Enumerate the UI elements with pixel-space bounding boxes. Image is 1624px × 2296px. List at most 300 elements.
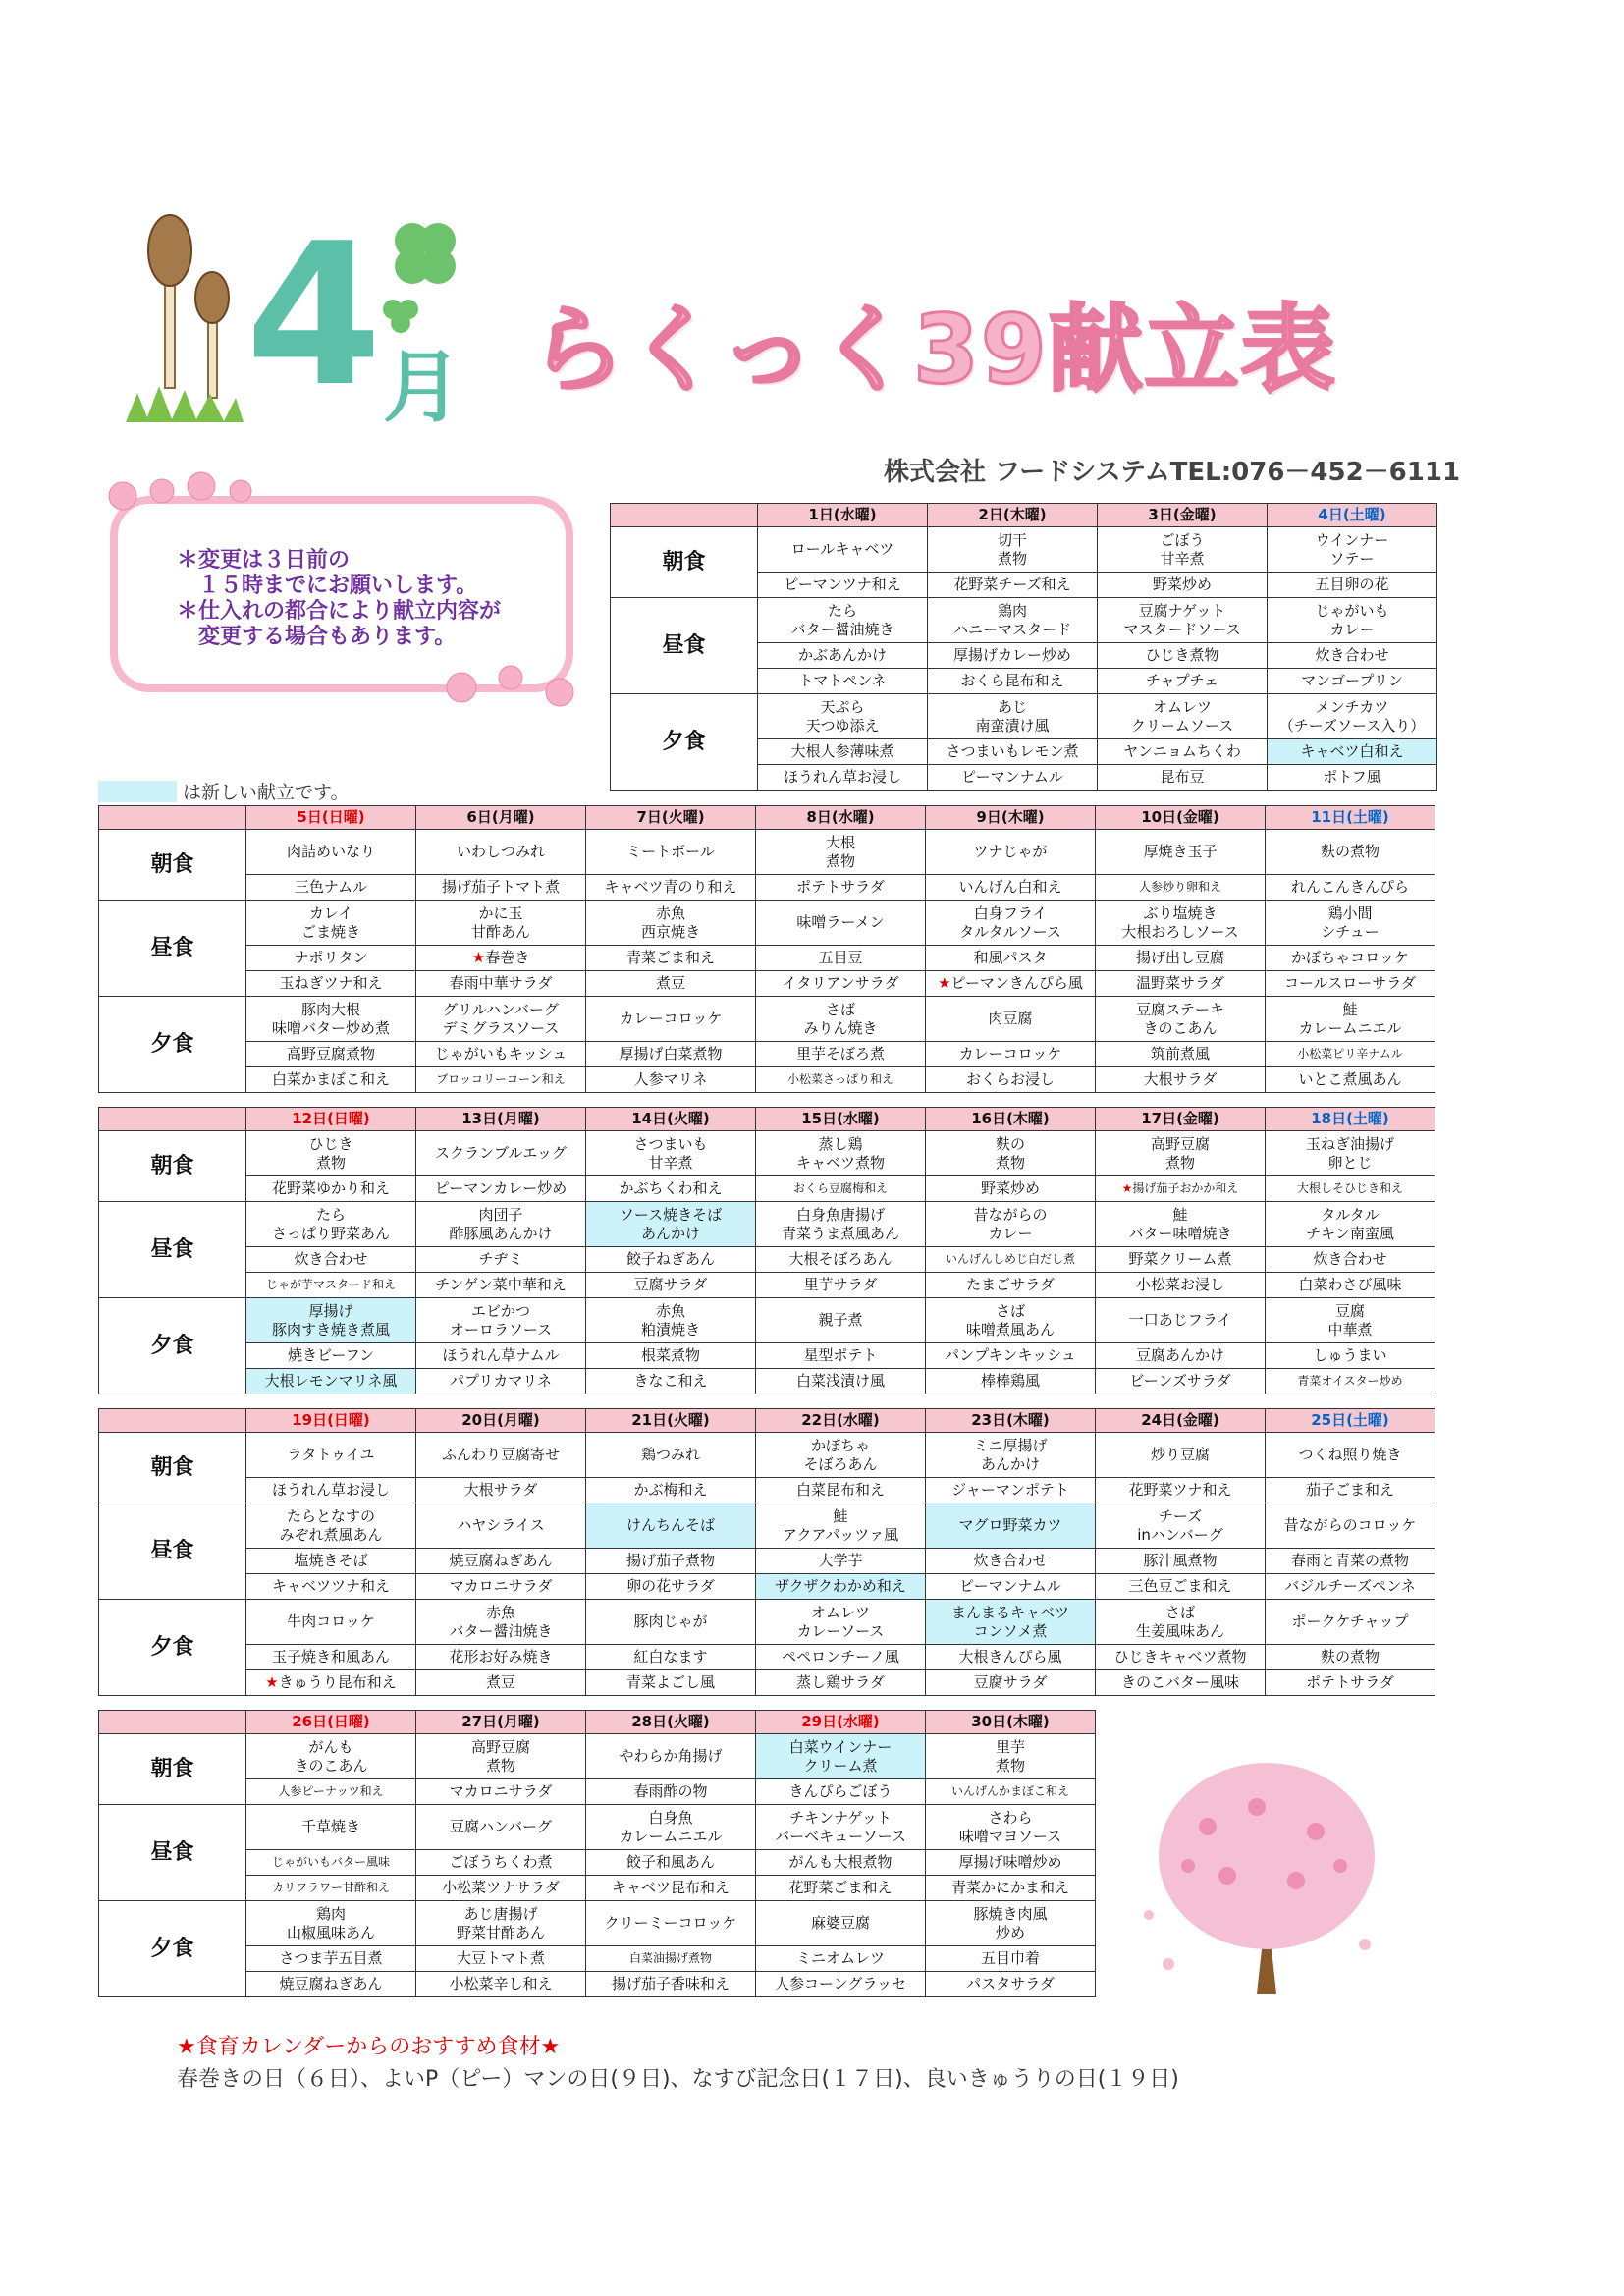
menu-item: ひじき 煮物 <box>246 1131 416 1176</box>
menu-item: 豚肉大根 味噌バター炒め煮 <box>246 997 416 1042</box>
menu-item: ★きゅうり昆布和え <box>246 1670 416 1696</box>
menu-item: 煮豆 <box>416 1670 586 1696</box>
menu-item: 白身魚唐揚げ 青菜うま煮風あん <box>756 1202 926 1247</box>
menu-item: さば みりん焼き <box>756 997 926 1042</box>
menu-item: 春雨と青菜の煮物 <box>1266 1549 1435 1574</box>
day-header: 9日(木曜) <box>926 806 1096 830</box>
day-header: 21日(火曜) <box>586 1409 756 1433</box>
menu-item: れんこんきんぴら <box>1266 875 1435 901</box>
menu-item: 餃子和風あん <box>586 1850 756 1876</box>
menu-item: 揚げ茄子煮物 <box>586 1549 756 1574</box>
menu-item: おくらお浸し <box>926 1067 1096 1093</box>
menu-item: ほうれん草お浸し <box>246 1478 416 1503</box>
menu-item: 厚揚げ 豚肉すき焼き煮風 <box>246 1298 416 1343</box>
footer <box>177 2031 1179 2096</box>
menu-item: たら バター醤油焼き <box>758 598 928 643</box>
menu-item: 五目卵の花 <box>1268 573 1437 598</box>
menu-item: 大根人参薄味煮 <box>758 739 928 765</box>
menu-item: グリルハンバーグ デミグラスソース <box>416 997 586 1042</box>
page-title: らくっく39献立表 <box>530 295 1337 405</box>
menu-item: 厚揚げ白菜煮物 <box>586 1042 756 1067</box>
menu-item: パスタサラダ <box>926 1972 1096 1997</box>
menu-item: 豆腐サラダ <box>586 1273 756 1298</box>
menu-item: パプリカマリネ <box>416 1369 586 1394</box>
day-header: 25日(土曜) <box>1266 1409 1435 1433</box>
menu-item: ほうれん草ナムル <box>416 1343 586 1369</box>
menu-item: エビかつ オーロラソース <box>416 1298 586 1343</box>
menu-item: ビーンズサラダ <box>1096 1369 1266 1394</box>
menu-item: コールスローサラダ <box>1266 971 1435 997</box>
menu-item: いわしつみれ <box>416 830 586 875</box>
day-header: 6日(月曜) <box>416 806 586 830</box>
header-corner <box>99 1409 246 1433</box>
menu-item: さつまいも 甘辛煮 <box>586 1131 756 1176</box>
menu-item: ハヤシライス <box>416 1503 586 1549</box>
day-header: 19日(日曜) <box>246 1409 416 1433</box>
menu-item: ぶり塩焼き 大根おろしソース <box>1096 901 1266 946</box>
menu-item: 温野菜サラダ <box>1096 971 1266 997</box>
menu-item: マンゴープリン <box>1268 669 1437 694</box>
menu-item: 野菜炒め <box>926 1176 1096 1202</box>
day-header: 23日(木曜) <box>926 1409 1096 1433</box>
menu-item: 肉詰めいなり <box>246 830 416 875</box>
menu-item: ウインナー ソテー <box>1268 527 1437 573</box>
menu-item: 白菜ウインナー クリーム煮 <box>756 1734 926 1779</box>
meal-label-dinner: 夕食 <box>99 997 246 1093</box>
menu-item: 根菜煮物 <box>586 1343 756 1369</box>
menu-item: 大学芋 <box>756 1549 926 1574</box>
menu-item: ピーマンナムル <box>928 765 1098 791</box>
menu-item: 赤魚 西京焼き <box>586 901 756 946</box>
menu-item: 焼豆腐ねぎあん <box>416 1549 586 1574</box>
menu-item: 野菜クリーム煮 <box>1096 1247 1266 1273</box>
menu-week-table <box>98 805 1435 1093</box>
menu-item: 大根サラダ <box>416 1478 586 1503</box>
menu-item: しゅうまい <box>1266 1343 1435 1369</box>
menu-item: 大根レモンマリネ風 <box>246 1369 416 1394</box>
menu-item: メンチカツ （チーズソース入り） <box>1268 694 1437 739</box>
menu-item: かぼちゃ そぼろあん <box>756 1433 926 1478</box>
menu-item: 豆腐ナゲット マスタードソース <box>1098 598 1268 643</box>
day-header: 14日(火曜) <box>586 1108 756 1131</box>
menu-item: ふんわり豆腐寄せ <box>416 1433 586 1478</box>
menu-item: じゃがいも カレー <box>1268 598 1437 643</box>
menu-item: 麩の煮物 <box>1266 830 1435 875</box>
notice-text: ＊変更は３日前の １５時までにお願いします。 ＊仕入れの都合により献立内容が 変更する場合もあります。 <box>177 548 502 649</box>
menu-item: いんげんしめじ白だし煮 <box>926 1247 1096 1273</box>
meal-label-dinner: 夕食 <box>99 1298 246 1394</box>
menu-item: カリフラワー甘酢和え <box>246 1876 416 1901</box>
menu-item: 花野菜ごま和え <box>756 1876 926 1901</box>
menu-item: かぶあんかけ <box>758 643 928 669</box>
menu-item: 鶏つみれ <box>586 1433 756 1478</box>
menu-item: 野菜炒め <box>1098 573 1268 598</box>
cherry-blossom-icon <box>93 462 290 530</box>
cherry-blossom-icon <box>422 648 599 727</box>
menu-item: 白菜浅漬け風 <box>756 1369 926 1394</box>
menu-item: 鮭 アクアパッツァ風 <box>756 1503 926 1549</box>
menu-item: ほうれん草お浸し <box>758 765 928 791</box>
menu-item: ピーマンカレー炒め <box>416 1176 586 1202</box>
footer-text: 春巻きの日（６日）、よいP（ピー）マンの日(９日)、なすび記念日(１７日)、良いきゅうりの日(１９日) <box>177 2067 1179 2092</box>
menu-item: 鮭 カレームニエル <box>1266 997 1435 1042</box>
menu-item: 花形お好み焼き <box>416 1645 586 1670</box>
legend-new-swatch <box>98 781 177 802</box>
menu-item: 肉豆腐 <box>926 997 1096 1042</box>
day-header: 3日(金曜) <box>1098 504 1268 527</box>
menu-item: ロールキャベツ <box>758 527 928 573</box>
menu-item: 花野菜ゆかり和え <box>246 1176 416 1202</box>
menu-item: 小松菜ピリ辛ナムル <box>1266 1042 1435 1067</box>
menu-item: 豚肉じゃが <box>586 1600 756 1645</box>
day-header: 7日(火曜) <box>586 806 756 830</box>
menu-item: 五目豆 <box>756 946 926 971</box>
menu-item: 炊き合わせ <box>246 1247 416 1273</box>
day-header: 10日(金曜) <box>1096 806 1266 830</box>
day-header: 16日(木曜) <box>926 1108 1096 1131</box>
menu-item: 焼豆腐ねぎあん <box>246 1972 416 1997</box>
month-number: 4 <box>245 201 383 430</box>
menu-week-table <box>98 1710 1096 1997</box>
menu-item: 花野菜ツナ和え <box>1096 1478 1266 1503</box>
menu-item: イタリアンサラダ <box>756 971 926 997</box>
menu-item: さつまいもレモン煮 <box>928 739 1098 765</box>
menu-item: マグロ野菜カツ <box>926 1503 1096 1549</box>
menu-item: 高野豆腐 煮物 <box>1096 1131 1266 1176</box>
menu-item: おくら豆腐梅和え <box>756 1176 926 1202</box>
menu-item: キャベツ昆布和え <box>586 1876 756 1901</box>
menu-item: ソース焼きそば あんかけ <box>586 1202 756 1247</box>
menu-item: 一口あじフライ <box>1096 1298 1266 1343</box>
menu-item: 豆腐ステーキ きのこあん <box>1096 997 1266 1042</box>
meal-label-dinner: 夕食 <box>611 694 758 791</box>
day-header: 11日(土曜) <box>1266 806 1435 830</box>
menu-item: キャベツ白和え <box>1268 739 1437 765</box>
menu-item: たら さっぱり野菜あん <box>246 1202 416 1247</box>
menu-item: ペペロンチーノ風 <box>756 1645 926 1670</box>
menu-item: 青菜よごし風 <box>586 1670 756 1696</box>
menu-item: 人参炒り卵和え <box>1096 875 1266 901</box>
day-header: 27日(月曜) <box>416 1711 586 1734</box>
menu-item: ひじきキャベツ煮物 <box>1096 1645 1266 1670</box>
menu-item: じゃがいもバター風味 <box>246 1850 416 1876</box>
meal-label-lunch: 昼食 <box>99 1503 246 1600</box>
day-header: 15日(水曜) <box>756 1108 926 1131</box>
menu-item: 青菜ごま和え <box>586 946 756 971</box>
meal-label-breakfast: 朝食 <box>99 830 246 901</box>
menu-item: ★ピーマンきんぴら風 <box>926 971 1096 997</box>
menu-item: じゃが芋マスタード和え <box>246 1273 416 1298</box>
day-header: 8日(水曜) <box>756 806 926 830</box>
menu-item: ピーマンナムル <box>926 1574 1096 1600</box>
meal-label-lunch: 昼食 <box>611 598 758 694</box>
menu-item: 白身魚 カレームニエル <box>586 1805 756 1850</box>
menu-item: オムレツ カレーソース <box>756 1600 926 1645</box>
menu-item: ラタトゥイユ <box>246 1433 416 1478</box>
menu-item: 肉団子 酢豚風あんかけ <box>416 1202 586 1247</box>
clover-illustration <box>373 211 481 339</box>
footer-heading: ★食育カレンダーからのおすすめ食材★ <box>177 2035 561 2059</box>
meal-label-breakfast: 朝食 <box>99 1131 246 1202</box>
menu-item: カレイ ごま焼き <box>246 901 416 946</box>
day-header: 12日(日曜) <box>246 1108 416 1131</box>
menu-item: 青菜かにかま和え <box>926 1876 1096 1901</box>
menu-item: 小松菜辛し和え <box>416 1972 586 1997</box>
menu-item: つくね照り焼き <box>1266 1433 1435 1478</box>
menu-item: 玉子焼き和風あん <box>246 1645 416 1670</box>
menu-item: チャプチェ <box>1098 669 1268 694</box>
menu-item: かぶちくわ和え <box>586 1176 756 1202</box>
menu-item: 餃子ねぎあん <box>586 1247 756 1273</box>
menu-item: 星型ポテト <box>756 1343 926 1369</box>
menu-item: 焼きビーフン <box>246 1343 416 1369</box>
meal-label-breakfast: 朝食 <box>99 1433 246 1503</box>
menu-item: スクランブルエッグ <box>416 1131 586 1176</box>
menu-item: 大根サラダ <box>1096 1067 1266 1093</box>
menu-item: 豆腐 中華煮 <box>1266 1298 1435 1343</box>
menu-item: 千草焼き <box>246 1805 416 1850</box>
menu-item: パンプキンキッシュ <box>926 1343 1096 1369</box>
menu-item: チンゲン菜中華和え <box>416 1273 586 1298</box>
menu-item: 揚げ茄子トマト煮 <box>416 875 586 901</box>
menu-week-table <box>610 503 1437 791</box>
menu-item: 切干 煮物 <box>928 527 1098 573</box>
day-header: 29日(水曜) <box>756 1711 926 1734</box>
menu-week-table <box>98 1107 1435 1394</box>
menu-item: 鶏肉 山椒風味あん <box>246 1901 416 1946</box>
meal-label-lunch: 昼食 <box>99 1202 246 1298</box>
menu-item: いんげん白和え <box>926 875 1096 901</box>
menu-item: 牛肉コロッケ <box>246 1600 416 1645</box>
legend-text: は新しい献立です。 <box>183 782 350 803</box>
menu-item: 白菜わさび風味 <box>1266 1273 1435 1298</box>
menu-item: 大根そぼろあん <box>756 1247 926 1273</box>
day-header: 13日(月曜) <box>416 1108 586 1131</box>
day-header: 26日(日曜) <box>246 1711 416 1734</box>
menu-item: 炊き合わせ <box>926 1549 1096 1574</box>
menu-item: ザクザクわかめ和え <box>756 1574 926 1600</box>
menu-item: タルタル チキン南蛮風 <box>1266 1202 1435 1247</box>
menu-item: 厚揚げ味噌炒め <box>926 1850 1096 1876</box>
menu-item: がんも きのこあん <box>246 1734 416 1779</box>
menu-item: 親子煮 <box>756 1298 926 1343</box>
menu-item: まんまるキャベツ コンソメ煮 <box>926 1600 1096 1645</box>
menu-item: 炒り豆腐 <box>1096 1433 1266 1478</box>
menu-item: 昔ながらのコロッケ <box>1266 1503 1435 1549</box>
day-header: 22日(水曜) <box>756 1409 926 1433</box>
day-header: 28日(火曜) <box>586 1711 756 1734</box>
menu-item: 卵の花サラダ <box>586 1574 756 1600</box>
menu-item: 小松菜お浸し <box>1096 1273 1266 1298</box>
menu-item: 白菜昆布和え <box>756 1478 926 1503</box>
menu-item: 厚焼き玉子 <box>1096 830 1266 875</box>
menu-item: けんちんそば <box>586 1503 756 1549</box>
menu-item: ★春巻き <box>416 946 586 971</box>
menu-item: 昆布豆 <box>1098 765 1268 791</box>
menu-item: 玉ねぎ油揚げ 卵とじ <box>1266 1131 1435 1176</box>
menu-item: 紅白なます <box>586 1645 756 1670</box>
menu-item: ミニ厚揚げ あんかけ <box>926 1433 1096 1478</box>
menu-item: ジャーマンポテト <box>926 1478 1096 1503</box>
menu-item: 豆腐あんかけ <box>1096 1343 1266 1369</box>
menu-item: いんげんかまぼこ和え <box>926 1779 1096 1805</box>
menu-item: あじ 南蛮漬け風 <box>928 694 1098 739</box>
menu-item: 白身フライ タルタルソース <box>926 901 1096 946</box>
menu-item: 人参マリネ <box>586 1067 756 1093</box>
menu-item: ピーマンツナ和え <box>758 573 928 598</box>
menu-item: 白菜油揚げ煮物 <box>586 1946 756 1972</box>
menu-item: さわら 味噌マヨソース <box>926 1805 1096 1850</box>
menu-item: 里芋 煮物 <box>926 1734 1096 1779</box>
meal-label-breakfast: 朝食 <box>99 1734 246 1805</box>
day-header: 17日(金曜) <box>1096 1108 1266 1131</box>
day-header: 2日(木曜) <box>928 504 1098 527</box>
menu-item: ツナじゃが <box>926 830 1096 875</box>
menu-item: 豆腐ハンバーグ <box>416 1805 586 1850</box>
menu-item: がんも大根煮物 <box>756 1850 926 1876</box>
menu-item: ポテトサラダ <box>756 875 926 901</box>
menu-item: 蒸し鶏サラダ <box>756 1670 926 1696</box>
menu-item: キャベツ青のり和え <box>586 875 756 901</box>
menu-item: ヤンニョムちくわ <box>1098 739 1268 765</box>
menu-item: キャベツツナ和え <box>246 1574 416 1600</box>
menu-item: チヂミ <box>416 1247 586 1273</box>
menu-item: カレーコロッケ <box>926 1042 1096 1067</box>
menu-item: ひじき煮物 <box>1098 643 1268 669</box>
menu-item: さば 生姜風味あん <box>1096 1600 1266 1645</box>
menu-item: トマトペンネ <box>758 669 928 694</box>
menu-item: たらとなすの みぞれ煮風あん <box>246 1503 416 1549</box>
menu-item: かぶ梅和え <box>586 1478 756 1503</box>
menu-item: チキンナゲット バーベキューソース <box>756 1805 926 1850</box>
menu-item: ★揚げ茄子おかか和え <box>1096 1176 1266 1202</box>
menu-item: きんぴらごぼう <box>756 1779 926 1805</box>
menu-item: 和風パスタ <box>926 946 1096 971</box>
menu-item: 麩の煮物 <box>1266 1645 1435 1670</box>
menu-item: たまごサラダ <box>926 1273 1096 1298</box>
menu-item: チーズ inハンバーグ <box>1096 1503 1266 1549</box>
menu-item: ミートボール <box>586 830 756 875</box>
meal-label-lunch: 昼食 <box>99 901 246 997</box>
menu-item: あじ唐揚げ 野菜甘酢あん <box>416 1901 586 1946</box>
menu-item: 高野豆腐煮物 <box>246 1042 416 1067</box>
menu-item: ブロッコリーコーン和え <box>416 1067 586 1093</box>
menu-item: 味噌ラーメン <box>756 901 926 946</box>
mushroom-illustration <box>118 211 245 427</box>
menu-item: 塩焼きそば <box>246 1549 416 1574</box>
day-header: 20日(月曜) <box>416 1409 586 1433</box>
menu-week-table <box>98 1408 1435 1696</box>
day-header: 18日(土曜) <box>1266 1108 1435 1131</box>
menu-item: 三色豆ごま和え <box>1096 1574 1266 1600</box>
menu-item: マカロニサラダ <box>416 1779 586 1805</box>
menu-item: 里芋そぼろ煮 <box>756 1042 926 1067</box>
menu-item: 揚げ茄子香味和え <box>586 1972 756 1997</box>
menu-item: 三色ナムル <box>246 875 416 901</box>
menu-item: 鶏肉 ハニーマスタード <box>928 598 1098 643</box>
menu-item: 炊き合わせ <box>1268 643 1437 669</box>
menu-item: 花野菜チーズ和え <box>928 573 1098 598</box>
menu-item: 大根きんぴら風 <box>926 1645 1096 1670</box>
month-kanji: 月 <box>383 342 461 433</box>
menu-item: クリーミーコロッケ <box>586 1901 756 1946</box>
company-info: 株式会社 フードシステムTEL:076－452－6111 <box>884 458 1461 487</box>
menu-item: きなこ和え <box>586 1369 756 1394</box>
menu-item: 小松菜ツナサラダ <box>416 1876 586 1901</box>
menu-item: ごぼうちくわ煮 <box>416 1850 586 1876</box>
menu-item: いとこ煮風あん <box>1266 1067 1435 1093</box>
menu-item: 大根しそひじき和え <box>1266 1176 1435 1202</box>
menu-item: 大根 煮物 <box>756 830 926 875</box>
meal-label-breakfast: 朝食 <box>611 527 758 598</box>
menu-item: 蒸し鶏 キャベツ煮物 <box>756 1131 926 1176</box>
day-header: 4日(土曜) <box>1268 504 1437 527</box>
menu-item: 高野豆腐 煮物 <box>416 1734 586 1779</box>
menu-item: 鶏小間 シチュー <box>1266 901 1435 946</box>
menu-item: 鮭 バター味噌焼き <box>1096 1202 1266 1247</box>
legend <box>98 778 349 804</box>
menu-item: 麻婆豆腐 <box>756 1901 926 1946</box>
menu-item: ごぼう 甘辛煮 <box>1098 527 1268 573</box>
menu-item: 茄子ごま和え <box>1266 1478 1435 1503</box>
menu-item: 大豆トマト煮 <box>416 1946 586 1972</box>
menu-item: おくら昆布和え <box>928 669 1098 694</box>
meal-label-lunch: 昼食 <box>99 1805 246 1901</box>
day-header: 1日(水曜) <box>758 504 928 527</box>
menu-item: 豆腐サラダ <box>926 1670 1096 1696</box>
menu-item: 春雨酢の物 <box>586 1779 756 1805</box>
menu-item: 五目巾着 <box>926 1946 1096 1972</box>
menu-item: バジルチーズペンネ <box>1266 1574 1435 1600</box>
menu-item: さば 味噌煮風あん <box>926 1298 1096 1343</box>
menu-item: 赤魚 粕漬焼き <box>586 1298 756 1343</box>
menu-item: カレーコロッケ <box>586 997 756 1042</box>
header-corner <box>611 504 758 527</box>
menu-item: 筑前煮風 <box>1096 1042 1266 1067</box>
menu-item: やわらか角揚げ <box>586 1734 756 1779</box>
menu-item: マカロニサラダ <box>416 1574 586 1600</box>
meal-label-dinner: 夕食 <box>99 1901 246 1997</box>
menu-item: 青菜オイスター炒め <box>1266 1369 1435 1394</box>
menu-item: オムレツ クリームソース <box>1098 694 1268 739</box>
menu-item: ポトフ風 <box>1268 765 1437 791</box>
menu-item: 豚焼き肉風 炒め <box>926 1901 1096 1946</box>
menu-item: ポークケチャップ <box>1266 1600 1435 1645</box>
meal-label-dinner: 夕食 <box>99 1600 246 1696</box>
header-corner <box>99 806 246 830</box>
day-header: 30日(木曜) <box>926 1711 1096 1734</box>
header-corner <box>99 1711 246 1734</box>
menu-item: 麩の 煮物 <box>926 1131 1096 1176</box>
menu-item: ポテトサラダ <box>1266 1670 1435 1696</box>
menu-item: 厚揚げカレー炒め <box>928 643 1098 669</box>
menu-item: きのこバター風味 <box>1096 1670 1266 1696</box>
menu-item: 天ぷら 天つゆ添え <box>758 694 928 739</box>
menu-item: 昔ながらの カレー <box>926 1202 1096 1247</box>
menu-item: かに玉 甘酢あん <box>416 901 586 946</box>
menu-item: ナポリタン <box>246 946 416 971</box>
menu-item: じゃがいもキッシュ <box>416 1042 586 1067</box>
menu-item: かぼちゃコロッケ <box>1266 946 1435 971</box>
menu-item: ミニオムレツ <box>756 1946 926 1972</box>
menu-item: 豚汁風煮物 <box>1096 1549 1266 1574</box>
header-corner <box>99 1108 246 1131</box>
menu-item: 人参コーングラッセ <box>756 1972 926 1997</box>
menu-item: 揚げ出し豆腐 <box>1096 946 1266 971</box>
menu-item: 煮豆 <box>586 971 756 997</box>
menu-item: 里芋サラダ <box>756 1273 926 1298</box>
menu-item: さつま芋五目煮 <box>246 1946 416 1972</box>
